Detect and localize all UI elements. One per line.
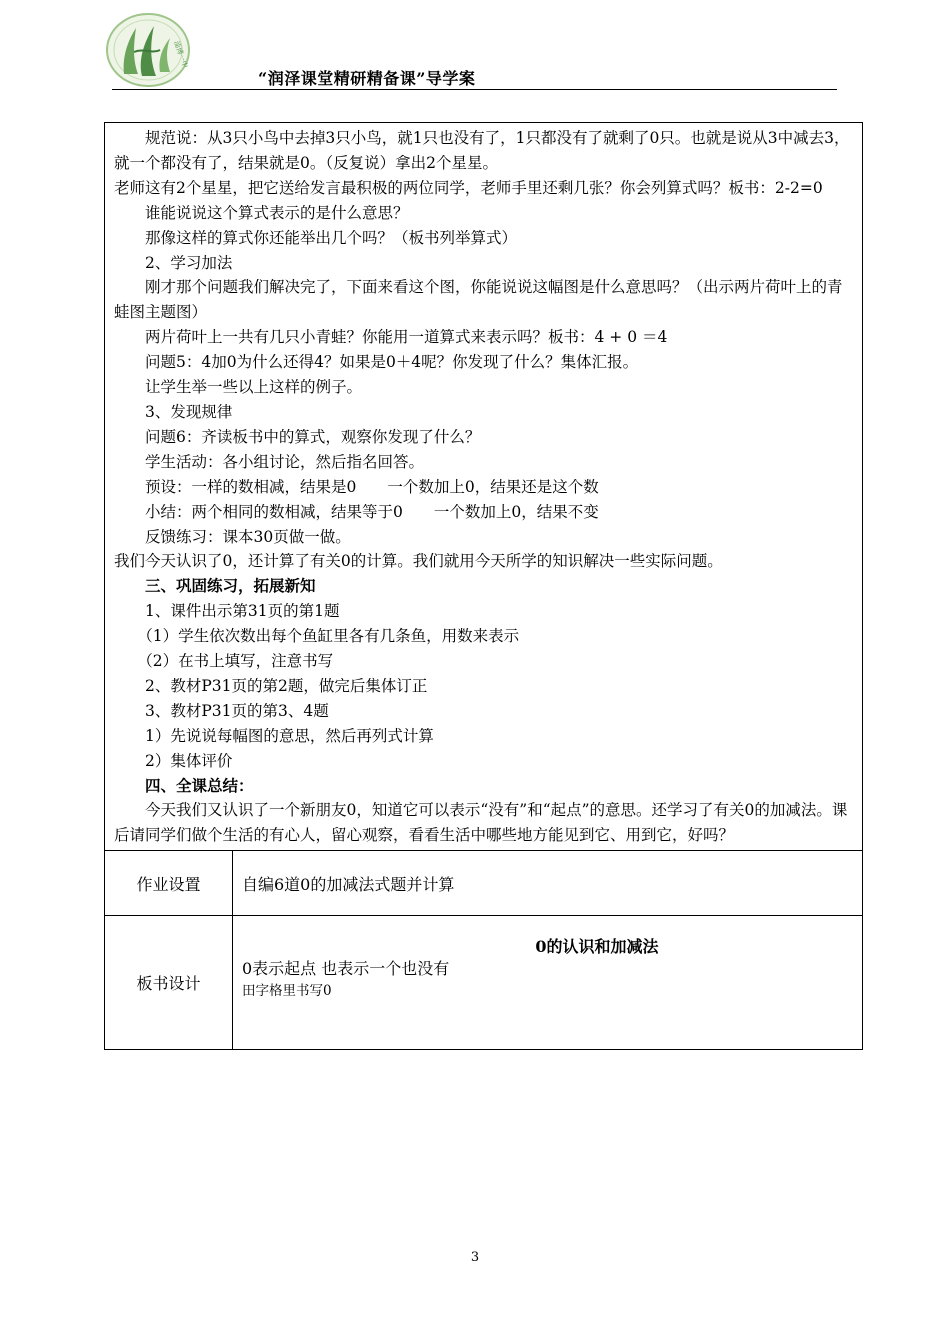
- paragraph: 那像这样的算式你还能举出几个吗？（板书列举算式）: [145, 228, 518, 247]
- paragraph: 问题6：齐读板书中的算式，观察你发现了什么？: [145, 427, 481, 446]
- homework-row: [105, 851, 863, 916]
- paragraph: 问题5：4加0为什么还得4？如果是0＋4呢？你发现了什么？集体汇报。: [145, 353, 639, 372]
- homework-text: 自编6道0的加减法式题并计算: [233, 851, 863, 916]
- paragraph: 3、教材P31页的第3、4题: [145, 701, 329, 720]
- board-design-row: [105, 916, 863, 1050]
- school-emblem-icon: [104, 12, 196, 88]
- paragraph: 2、教材P31页的第2题，做完后集体订正: [145, 676, 428, 695]
- paragraph: 1、课件出示第31页的第1题: [145, 602, 340, 621]
- paragraph: 规范说：从3只小鸟中去掉3只小鸟，就1只也没有了，1只都没有了就剩了0只。也就是说从3中减去3，就一个都没有了，结果就是0。（反复说）拿出2个星星。: [114, 129, 850, 172]
- content-row: [105, 123, 863, 851]
- paragraph: 1）先说说每幅图的意思，然后再列式计算: [145, 726, 434, 745]
- section-heading: 三、巩固练习，拓展新知: [145, 576, 316, 596]
- paragraph: （2）在书上填写，注意书写: [137, 652, 334, 671]
- board-line: 0表示起点 也表示一个也没有: [242, 959, 450, 979]
- paragraph: 反馈练习：课本30页做一做。: [145, 527, 351, 546]
- paragraph: 今天我们又认识了一个新朋友0，知道它可以表示“没有”和“起点”的意思。还学习了有关0的加减法。课后请同学们做个生活的有心人，留心观察，看看生活中哪些地方能见到它、用到它，好吗？: [114, 801, 848, 845]
- paragraph: 2）集体评价: [145, 751, 233, 770]
- lesson-content: [105, 123, 863, 851]
- homework-label: 作业设置: [105, 851, 233, 916]
- board-design-content: [233, 916, 863, 1050]
- board-title: 0的认识和加减法: [535, 937, 659, 957]
- paragraph: 刚才那个问题我们解决完了，下面来看这个图，你能说说这幅图是什么意思吗？（出示两片荷叶上的青蛙图主题图）: [114, 278, 843, 322]
- paragraph: 我们今天认识了0，还计算了有关0的计算。我们就用今天所学的知识解决一些实际问题。: [114, 552, 723, 571]
- paragraph: 谁能说说这个算式表示的是什么意思？: [145, 203, 409, 222]
- lesson-table: [104, 122, 863, 1050]
- section-heading: 2、学习加法: [145, 253, 233, 272]
- paragraph: （1）学生依次数出每个鱼缸里各有几条鱼，用数来表示: [137, 627, 520, 646]
- paragraph: 小结：两个相同的数相减，结果等于0 一个数加上0，结果不变: [145, 502, 599, 521]
- board-design-label: 板书设计: [105, 916, 233, 1050]
- section-heading: 四、全课总结：: [145, 775, 254, 795]
- paragraph: 两片荷叶上一共有几只小青蛙？你能用一道算式来表示吗？板书：4 + 0 ＝4: [145, 328, 668, 347]
- board-line-small: 田字格里书写0: [242, 983, 332, 1000]
- paragraph: 预设：一样的数相减，结果是0 一个数加上0，结果还是这个数: [145, 477, 599, 496]
- paragraph: 老师这有2个星星，把它送给发言最积极的两位同学，老师手里还剩几张？你会列算式吗？板书：2-2=0: [114, 178, 823, 197]
- paragraph: 让学生举一些以上这样的例子。: [145, 378, 363, 397]
- section-heading: 3、发现规律: [145, 402, 233, 421]
- logo-text: 淄博一中: [172, 39, 190, 69]
- page-title: “润泽课堂精研精备课”导学案: [258, 69, 476, 88]
- paragraph: 学生活动：各小组讨论，然后指名回答。: [145, 452, 425, 471]
- page-number: 3: [470, 1250, 480, 1265]
- header-divider: [112, 89, 837, 90]
